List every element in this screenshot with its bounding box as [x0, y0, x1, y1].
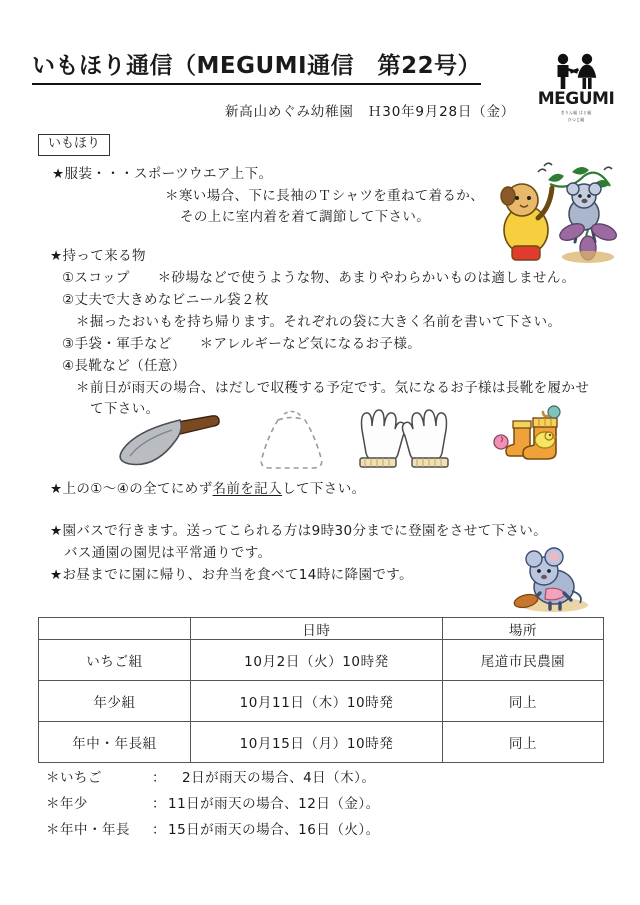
mouse-illustration: [506, 545, 602, 617]
bring-item-1: ①スコップ ＊砂場などで使うような物、あまりやわらかいものは適しません。: [62, 270, 576, 286]
clothing-line-3: その上に室内着を着て調節して下さい。: [180, 209, 431, 225]
table-row: [39, 722, 604, 763]
footnote-mark: ＊: [46, 770, 60, 786]
row-location: 尾道市民農園: [443, 640, 604, 681]
bring-item-4-note-1: ＊前日が雨天の場合、はだしで収穫する予定です。気になるお子様は長靴を履かせ: [76, 380, 590, 396]
row-location: 同上: [443, 722, 604, 763]
rain-boots-illustration: [492, 404, 578, 478]
bring-heading: ★持って来る物: [50, 248, 146, 264]
megumi-logo: [533, 52, 619, 123]
row-datetime: 10月2日（火）10時発: [191, 640, 443, 681]
footnote-item: [46, 766, 375, 786]
table-header-where: 場所: [443, 618, 604, 640]
bring-item-2-note: ＊掘ったおいもを持ち帰ります。それぞれの袋に大きく名前を書いて下さい。: [76, 314, 562, 330]
plastic-bag-illustration: [248, 408, 334, 476]
bus-line-3: ★お昼までに園に帰り、お弁当を食べて14時に降園です。: [50, 567, 413, 583]
logo-wordmark: MEGUMI: [537, 89, 615, 109]
table-header-class: [39, 618, 191, 640]
bring-item-2: ②丈夫で大きめなビニール袋２枚: [62, 292, 269, 308]
table-header-when: 日時: [191, 618, 443, 640]
table-row: [39, 681, 604, 722]
bring-item-4-note-2: て下さい。: [90, 401, 160, 417]
footnote-item: [46, 792, 380, 812]
gloves-illustration: [352, 406, 456, 476]
footnote-label: 年中・年長: [60, 822, 130, 838]
name-reminder-prefix: ★上の①～④の全てにめず: [50, 481, 213, 497]
page-title: いもほり通信（MEGUMI通信 第22号）: [32, 52, 481, 85]
section-tag-imohori: いもほり: [38, 134, 110, 156]
trowel-illustration: [116, 412, 226, 472]
footnote-text: 2日が雨天の場合、4日（木）。: [168, 770, 376, 786]
bring-item-4: ④長靴など（任意）: [62, 358, 186, 374]
row-class-name: 年少組: [39, 681, 191, 722]
schedule-table: [38, 617, 604, 763]
row-class-name: いちご組: [39, 640, 191, 681]
row-location: 同上: [443, 681, 604, 722]
bus-line-1: ★園バスで行きます。送ってこられる方は9時30分までに登園をさせて下さい。: [50, 523, 548, 539]
name-reminder: [50, 479, 366, 500]
footnote-text: 15日が雨天の場合、16日（火）。: [168, 822, 380, 838]
name-reminder-suffix: して下さい。: [282, 481, 366, 497]
table-header-row: [39, 618, 604, 640]
name-reminder-underlined: 名前を記入: [212, 481, 283, 497]
logo-children-icon: [533, 52, 619, 90]
footnote-colon: ：: [152, 770, 166, 786]
footnote-colon: ：: [152, 822, 166, 838]
footnote-colon: ：: [152, 796, 166, 812]
school-and-date: 新高山めぐみ幼稚園 Ｈ30年9月28日（金）: [225, 104, 516, 120]
footnote-label: いちご: [60, 770, 102, 786]
footnote-item: [46, 818, 380, 838]
clothing-line-2: ＊寒い場合、下に長袖のＴシャツを重ねて着るか、: [165, 188, 485, 204]
table-row: [39, 640, 604, 681]
potato-pull-illustration: [486, 158, 632, 268]
title-block: [32, 52, 502, 85]
row-datetime: 10月11日（木）10時発: [191, 681, 443, 722]
footnote-mark: ＊: [46, 822, 60, 838]
bring-item-3: ③手袋・軍手など ＊アレルギーなど気になるお子様。: [62, 336, 422, 352]
row-datetime: 10月15日（月）10時発: [191, 722, 443, 763]
bus-line-2: バス通園の園児は平常通りです。: [64, 545, 272, 561]
clothing-line-1: ★服装・・・スポーツウエア上下。: [52, 166, 273, 182]
footnote-label: 年少: [60, 796, 88, 812]
row-class-name: 年中・年長組: [39, 722, 191, 763]
logo-subtext-line2: ひつじ組: [567, 117, 585, 123]
footnote-text: 11日が雨天の場合、12日（金）。: [168, 796, 380, 812]
logo-subtext-line1: きりん組 はと組: [560, 110, 592, 115]
footnote-mark: ＊: [46, 796, 60, 812]
